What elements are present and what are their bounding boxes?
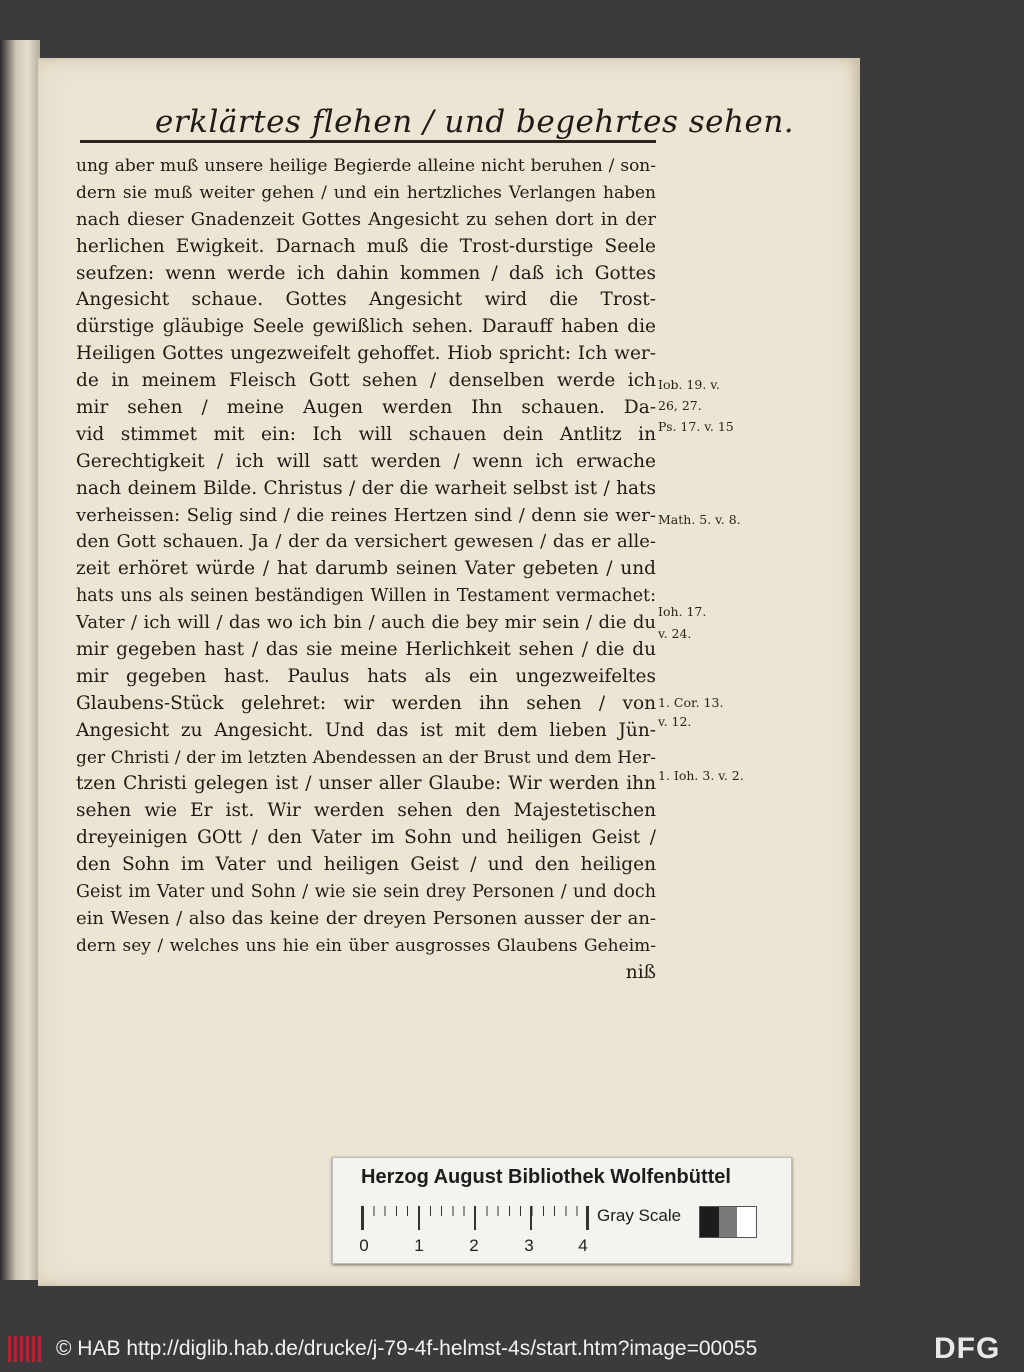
text-line: den Gott schauen. Ja / der da versichert gewesen / das er alle-: [76, 531, 656, 553]
text-line: seufzen: wenn werde ich dahin kommen / daß ich Gottes: [76, 262, 656, 284]
text-line: Vater / ich will / das wo ich bin / auch die bey mir sein / die du: [76, 612, 656, 634]
text-line: sehen wie Er ist. Wir werden sehen den Majestetischen: [76, 800, 656, 822]
color-target-title: Herzog August Bibliothek Wolfenbüttel: [361, 1166, 731, 1188]
text-line: dern sie muß weiter gehen / und ein hertzliches Verlangen haben: [76, 182, 656, 203]
text-line: zeit erhöret würde / hat darumb seinen Vater gebeten / und: [76, 558, 656, 580]
ruler-number: 1: [414, 1236, 424, 1255]
ruler-scale: [361, 1206, 589, 1230]
text-line: mir gegeben hast / das sie meine Herlichkeit sehen / die du: [76, 639, 656, 661]
catchword: niß: [625, 961, 656, 983]
ruler-tick: [530, 1206, 532, 1230]
text-line: Heiligen Gottes ungezweifelt gehoffet. Hiob spricht: Ich wer-: [76, 343, 656, 365]
text-line: Angesicht zu Angesicht. Und das ist mit dem lieben Jün-: [76, 719, 656, 741]
text-line: Glaubens-Stück gelehret: wir werden ihn sehen / von: [76, 692, 656, 714]
ruler-tick: [474, 1206, 476, 1230]
text-line: ger Christi / der im letzten Abendessen an der Brust und dem Her-: [76, 747, 656, 768]
margin-note-job-verses: 26, 27.: [658, 398, 702, 413]
ruler-tick: [586, 1206, 588, 1230]
margin-note-john17: Ioh. 17.: [658, 604, 707, 619]
text-line: vid stimmet mit ein: Ich will schauen dein Antlitz in: [76, 423, 656, 445]
text-line: den Sohn im Vater und heiligen Geist / und den heiligen: [76, 854, 656, 876]
text-line: nach deinem Bilde. Christus / der die warheit selbst ist / hats: [76, 477, 656, 499]
text-line: Geist im Vater und Sohn / wie sie sein drey Personen / und doch: [76, 882, 656, 903]
ruler-number: 0: [359, 1236, 369, 1255]
gray-patch-dark: [700, 1207, 719, 1237]
ruler-number: 3: [524, 1236, 534, 1255]
gray-patch-white: [737, 1207, 756, 1237]
margin-note-john17-verse: v. 24.: [658, 626, 692, 641]
left-page-edge: [0, 40, 40, 1280]
text-line: herlichen Ewigkeit. Darnach muß die Trost-durstige Seele: [76, 235, 656, 257]
gray-scale-label: Gray Scale: [597, 1206, 682, 1225]
ruler-number: 4: [578, 1236, 588, 1255]
gray-scale-patches: [699, 1206, 757, 1238]
margin-note-corinthians: 1. Cor. 13.: [658, 695, 724, 710]
text-line: dürstige gläubige Seele gewißlich sehen. Darauff haben die: [76, 316, 656, 338]
margin-note-job: Iob. 19. v.: [658, 377, 720, 392]
footer-copyright-url: © HAB http://diglib.hab.de/drucke/j-79-4f-helmst-4s/start.htm?image=00055: [56, 1337, 758, 1360]
ruler-tick: [418, 1206, 420, 1230]
text-line: mir sehen / meine Augen werden Ihn schauen. Da-: [76, 397, 656, 419]
text-line: Angesicht schaue. Gottes Angesicht wird die Trost-: [76, 289, 656, 311]
text-line: de in meinem Fleisch Gott sehen / denselben werde ich: [76, 370, 656, 392]
color-target: [332, 1157, 792, 1264]
ruler-tick: [362, 1206, 364, 1230]
text-line: mir gegeben hast. Paulus hats als ein ungezweifeltes: [76, 665, 656, 687]
margin-note-psalm: Ps. 17. v. 15: [658, 419, 734, 434]
gray-patch-mid: [719, 1207, 738, 1237]
text-line: hats uns als seinen beständigen Willen in Testament vermachet:: [76, 586, 656, 607]
margin-note-matthew: Math. 5. v. 8.: [658, 512, 741, 527]
hab-logo-icon: [8, 1336, 44, 1362]
running-head: erklärtes flehen / und begehrtes sehen.: [155, 104, 795, 140]
text-line: nach dieser Gnadenzeit Gottes Angesicht zu sehen dort in der: [76, 208, 656, 230]
margin-note-corinthians-verse: v. 12.: [658, 714, 692, 729]
dfg-logo: DFG: [934, 1332, 1001, 1365]
text-line: dern sey / welches uns hie ein über ausgrosses Glaubens Geheim-: [76, 935, 656, 956]
ruler-number: 2: [469, 1236, 479, 1255]
text-line: Gerechtigkeit / ich will satt werden / wenn ich erwache: [76, 450, 656, 472]
margin-note-john3: 1. Ioh. 3. v. 2.: [658, 768, 744, 783]
head-rule: [80, 140, 656, 143]
text-line: ung aber muß unsere heilige Begierde alleine nicht beruhen / son-: [76, 156, 656, 176]
text-line: ein Wesen / also das keine der dreyen Personen ausser der an-: [76, 907, 656, 929]
text-line: verheissen: Selig sind / die reines Hertzen sind / denn sie wer-: [76, 504, 656, 526]
text-line: tzen Christi gelegen ist / unser aller Glaube: Wir werden ihn: [76, 773, 656, 795]
text-line: dreyeinigen GOtt / den Vater im Sohn und heiligen Geist /: [76, 827, 656, 849]
body-text: [76, 153, 656, 987]
